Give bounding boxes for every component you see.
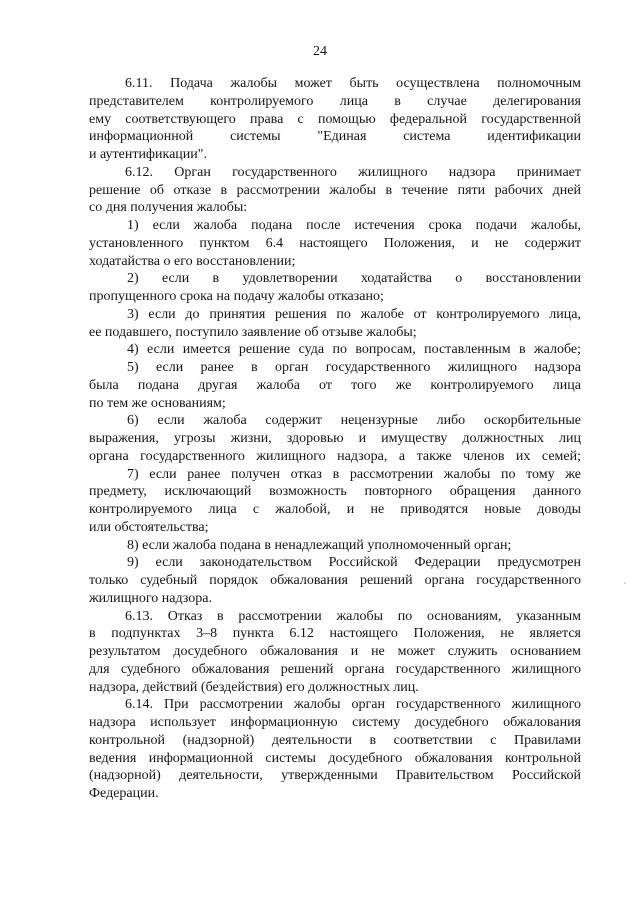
text-line: 7) если ранее получен отказ в рассмотрении жалобы по тому же (127, 466, 581, 482)
text-line: в подпунктах 3–8 пункта 6.12 настоящего Положения, не является (89, 626, 581, 642)
text-line: надзора использует информационную систему досудебного обжалования (89, 715, 581, 730)
paragraph-p-6-14 (89, 696, 581, 803)
paragraph-item-9 (89, 554, 581, 607)
text-line: 6.13. Отказ в рассмотрении жалобы по основаниям, указанным (125, 608, 581, 624)
page-number: 24 (313, 44, 327, 59)
text-line: со дня получения жалобы: (89, 200, 248, 216)
paragraph-item-1 (89, 217, 581, 270)
paragraph-item-4 (89, 341, 581, 359)
paragraph-item-7 (89, 466, 581, 537)
text-line: органа государственного жилищного надзора, а также членов их семей; (89, 448, 581, 464)
text-line: решение об отказе в рассмотрении жалобы в течение пяти рабочих дней (89, 182, 581, 198)
text-line: результатом досудебного обжалования и не может служить основанием (89, 644, 581, 659)
text-line: надзора, действий (бездействия) его должностных лиц. (89, 679, 419, 695)
text-line: жилищного надзора. (89, 590, 212, 606)
paragraph-p-6-13 (89, 608, 581, 697)
text-line: выражения, угрозы жизни, здоровью и имуществу должностных лиц (89, 431, 581, 446)
paragraph-item-3 (89, 306, 581, 342)
text-line: 6.12. Орган государственного жилищного надзора принимает (125, 164, 581, 180)
paragraph-p-6-11 (89, 75, 581, 164)
text-line: 6.14. При рассмотрении жалобы орган государственного жилищного (125, 697, 581, 713)
text-line: 5) если ранее в орган государственного жилищного надзора (127, 360, 581, 375)
paragraph-item-6 (89, 412, 581, 465)
text-line: или обстоятельства; (89, 519, 209, 535)
text-line: была подана другая жалоба от того же контролируемого лица (89, 377, 581, 393)
paragraph-p-6-12 (89, 164, 581, 217)
text-line: 8) если жалоба подана в ненадлежащий уполномоченный орган; (127, 537, 512, 553)
text-line: 6.11. Подача жалобы может быть осуществлена полномочным (125, 76, 581, 91)
text-line: информационной системы "Единая система идентификации (89, 129, 581, 145)
paragraph-item-5 (89, 359, 581, 412)
text-line: и аутентификации". (89, 147, 207, 162)
paragraph-item-2 (89, 270, 581, 306)
text-line: 2) если в удовлетворении ходатайства о восстановлении (127, 271, 581, 287)
text-line: (надзорной) деятельности, утвержденными Правительством Российской (89, 768, 581, 784)
document-body (89, 75, 581, 803)
text-line: ее подавшего, поступило заявление об отзыве жалобы; (89, 324, 417, 340)
text-line: ведения информационной системы досудебного обжалования контрольной (89, 750, 581, 766)
text-line: пропущенного срока на подачу жалобы отказано; (89, 289, 384, 304)
text-line: Федерации. (89, 786, 159, 801)
text-line: 1) если жалоба подана после истечения срока подачи жалобы, (127, 218, 581, 233)
text-line: контрольной (надзорной) деятельности в соответствии с Правилами (89, 732, 581, 748)
text-line: 3) если до принятия решения по жалобе от контролируемого лица, (127, 306, 581, 322)
text-line: представителем контролируемого лица в случае делегирования (89, 93, 581, 109)
paragraph-item-8 (89, 537, 581, 555)
scan-speck (624, 582, 626, 584)
text-line: 9) если законодательством Российской Федерации предусмотрен (127, 555, 581, 571)
text-line: только судебный порядок обжалования решений органа государственного (89, 573, 581, 588)
text-line: ему соответствующего права с помощью федеральной государственной (89, 111, 581, 127)
text-line: ходатайства о его восстановлении; (89, 253, 296, 269)
text-line: 6) если жалоба содержит нецензурные либо оскорбительные (127, 413, 581, 429)
text-line: 4) если имеется решение суда по вопросам, поставленным в жалобе; (127, 342, 581, 358)
text-line: предмету, исключающий возможность повторного обращения данного (89, 484, 581, 500)
text-line: для судебного обжалования решений органа государственного жилищного (89, 661, 581, 677)
text-line: по тем же основаниям; (89, 395, 226, 411)
text-line: контролируемого лица с жалобой, и не приводятся новые доводы (89, 502, 581, 517)
text-line: установленного пунктом 6.4 настоящего Положения, и не содержит (89, 235, 581, 251)
